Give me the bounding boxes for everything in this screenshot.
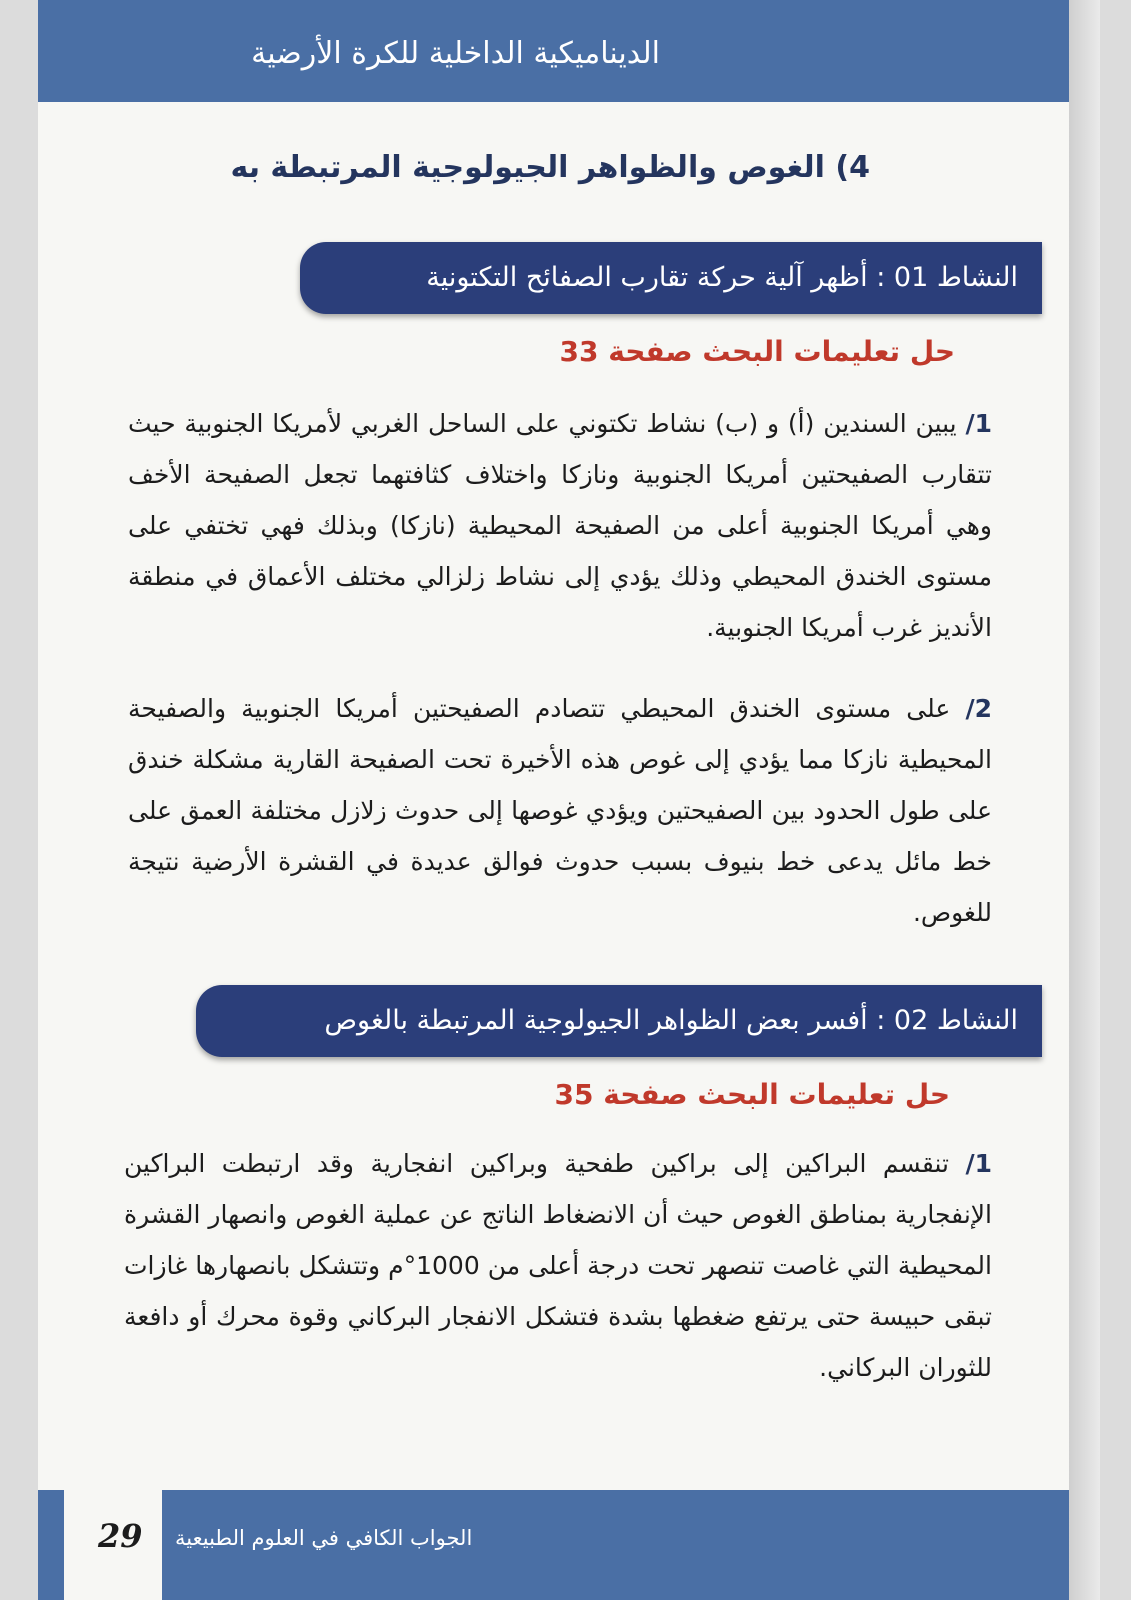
section-heading: 4) الغوص والظواهر الجيولوجية المرتبطة به: [230, 150, 870, 185]
activity-1-instructions-heading: حل تعليمات البحث صفحة 33: [559, 335, 955, 368]
activity-1-answer-1: [128, 398, 992, 653]
answer-text: على مستوى الخندق المحيطي تتصادم الصفيحتين أمريكا الجنوبية والصفيحة المحيطية نازكا مما يؤدي إلى غوص هذه الأخيرة تحت الصفيحة القارية مشكلة خندق على طول الحدود بين الصفيحتين ويؤدي غوصها إلى حدوث زلازل مختلفة العمق على خط مائل يدعى خط بنيوف بسبب حدوث فوالق عديدة في القشرة الأرضية نتيجة للغوص.: [128, 694, 992, 927]
book-title: الجواب الكافي في العلوم الطبيعية: [175, 1526, 473, 1550]
activity-1-answer-2: [128, 683, 992, 938]
document-page: [38, 0, 1100, 1600]
answer-text: يبين السندين (أ) و (ب) نشاط تكتوني على الساحل الغربي لأمريكا الجنوبية حيث تتقارب الصفيحتين أمريكا الجنوبية ونازكا واختلاف كثافتهما تجعل الصفيحة الأخف وهي أمريكا الجنوبية أعلى من الصفيحة المحيطية (نازكا) وبذلك فهي تختفي على مستوى الخندق المحيطي وذلك يؤدي إلى نشاط زلزالي مختلف الأعماق في منطقة الأنديز غرب أمريكا الجنوبية.: [128, 409, 992, 642]
answer-text: تنقسم البراكين إلى براكين طفحية وبراكين انفجارية وقد ارتبطت البراكين الإنفجارية بمناطق الغوص حيث أن الانضغاط الناتج عن عملية الغوص وانصهار القشرة المحيطية التي غاصت تنصهر تحت درجة أعلى من 1000°م وتتشكل بانصهارها غازات تبقى حبيسة حتى يرتفع ضغطها بشدة فتشكل الانفجار البركاني وقوة محرك أو دافعة للثوران البركاني.: [124, 1149, 992, 1382]
activity-2-banner: النشاط 02 : أفسر بعض الظواهر الجيولوجية المرتبطة بالغوص: [196, 985, 1042, 1057]
activity-2-answer-1: [124, 1138, 992, 1393]
answer-number: 1/: [965, 1149, 992, 1178]
activity-1-banner: النشاط 01 : أظهر آلية حركة تقارب الصفائح التكتونية: [300, 242, 1042, 314]
page-edge: [1069, 0, 1100, 1600]
answer-number: 1/: [965, 409, 992, 438]
page-number: 29: [98, 1517, 143, 1555]
answer-number: 2/: [965, 694, 993, 723]
activity-2-instructions-heading: حل تعليمات البحث صفحة 35: [554, 1078, 950, 1111]
chapter-title: الديناميكية الداخلية للكرة الأرضية: [251, 36, 660, 71]
